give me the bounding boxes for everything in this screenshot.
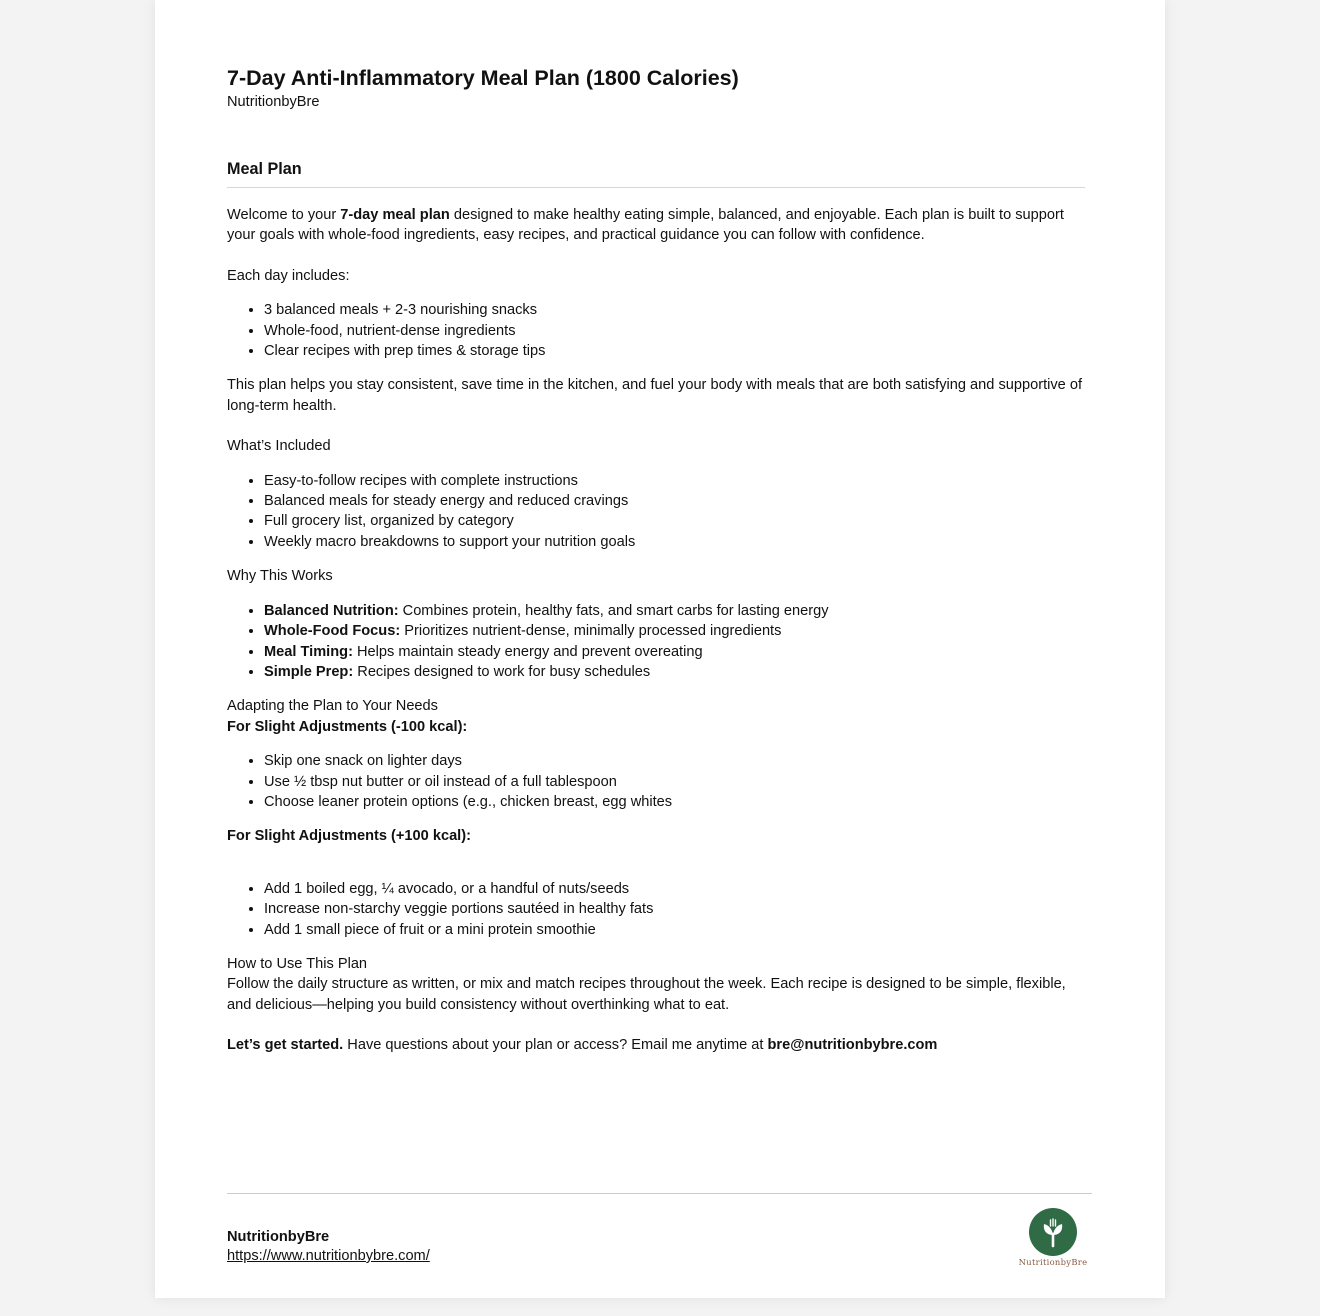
footer-url-link[interactable]: https://www.nutritionbybre.com/: [227, 1248, 430, 1264]
list-item: • 3 balanced meals + 2-3 nourishing snacks: [264, 300, 1087, 320]
intro-text-2: designed to make healthy eating simple, balanced, and enjoyable. Each plan is built to support your goals with whole-food ingredients, easy recipes, and practical guidance you can follow with confidence.: [227, 207, 1064, 244]
how-to-label: How to Use This Plan: [227, 955, 368, 972]
cta-bold: Let’s get started.: [227, 1037, 344, 1054]
why-label: Why This Works: [227, 568, 333, 585]
list-item: • Whole-food, nutrient-dense ingredients: [264, 321, 1087, 341]
why-list: [227, 601, 1087, 683]
why-term: Balanced Nutrition:: [264, 602, 399, 619]
plus-heading: [227, 826, 1087, 846]
list-item: • Balanced meals for steady energy and reduced cravings: [264, 491, 1087, 511]
consistency-paragraph: This plan helps you stay consistent, save time in the kitchen, and fuel your body with meals that are both satisfying and supportive of long-term health.: [227, 377, 1083, 414]
plus-list: [227, 879, 1087, 940]
list-item: • Weekly macro breakdowns to support your nutrition goals: [264, 532, 1087, 552]
cta-paragraph: [227, 1035, 1087, 1055]
list-item: • Full grocery list, organized by category: [264, 511, 1087, 531]
list-item: • Skip one snack on lighter days: [264, 751, 1087, 771]
document-content: [227, 64, 1087, 1056]
why-term: Meal Timing:: [264, 643, 353, 660]
plus-heading-text: For Slight Adjustments (+100 kcal):: [227, 828, 471, 845]
document-title: 7-Day Anti-Inflammatory Meal Plan (1800 Calories): [227, 66, 739, 90]
cta-email[interactable]: bre@nutritionbybre.com: [767, 1037, 938, 1054]
list-item: • Choose leaner protein options (e.g., chicken breast, egg whites: [264, 792, 1087, 812]
list-item: [264, 621, 1087, 641]
section-heading: Meal Plan: [227, 158, 1085, 188]
brand-logo: [1013, 1208, 1093, 1272]
list-item: [264, 601, 1087, 621]
list-item: • Add 1 boiled egg, ¼ avocado, or a handful of nuts/seeds: [264, 879, 1087, 899]
intro-text-1: Welcome to your: [227, 207, 341, 223]
intro-bold: 7-day meal plan: [340, 207, 450, 223]
minus-heading-text: For Slight Adjustments (-100 kcal):: [227, 718, 468, 735]
cta-text: Have questions about your plan or access? Email me anytime at: [343, 1037, 768, 1054]
list-item: [264, 642, 1087, 662]
each-day-list: [227, 300, 1087, 361]
included-label: What’s Included: [227, 438, 331, 455]
list-item: • Clear recipes with prep times & storage tips: [264, 341, 1087, 361]
logo-text: NutritionbyBre: [1018, 1257, 1088, 1267]
why-text: Helps maintain steady energy and prevent overeating: [352, 643, 703, 660]
why-text: Recipes designed to work for busy schedules: [353, 663, 651, 680]
logo-circle: [1029, 1208, 1077, 1256]
fork-leaf-icon: [1029, 1208, 1077, 1256]
minus-list: [227, 751, 1087, 812]
footer-brand: NutritionbyBre: [227, 1229, 330, 1245]
why-text: Combines protein, healthy fats, and smart carbs for lasting energy: [398, 602, 829, 619]
each-day-label: Each day includes:: [227, 267, 350, 284]
why-text: Prioritizes nutrient-dense, minimally processed ingredients: [400, 623, 782, 640]
included-list: [227, 471, 1087, 553]
list-item: • Increase non-starchy veggie portions sautéed in healthy fats: [264, 899, 1087, 919]
document-author: NutritionbyBre: [227, 94, 320, 110]
page-footer: [227, 1193, 1092, 1267]
document-page: [155, 0, 1165, 1298]
why-term: Simple Prep:: [264, 663, 354, 680]
how-to-paragraph: Follow the daily structure as written, or mix and match recipes throughout the week. Each recipe is designed to be simple, flexible, and delicious—helping you build consistency without overthinking what to eat.: [227, 976, 1066, 1013]
list-item: • Add 1 small piece of fruit or a mini protein smoothie: [264, 920, 1087, 940]
list-item: • Easy-to-follow recipes with complete instructions: [264, 471, 1087, 491]
intro-paragraph: [227, 205, 1087, 246]
adapting-label: Adapting the Plan to Your Needs: [227, 698, 438, 715]
why-term: Whole-Food Focus:: [264, 623, 401, 640]
list-item: • Use ½ tbsp nut butter or oil instead of a full tablespoon: [264, 772, 1087, 792]
minus-heading: [227, 717, 1087, 737]
list-item: [264, 662, 1087, 682]
